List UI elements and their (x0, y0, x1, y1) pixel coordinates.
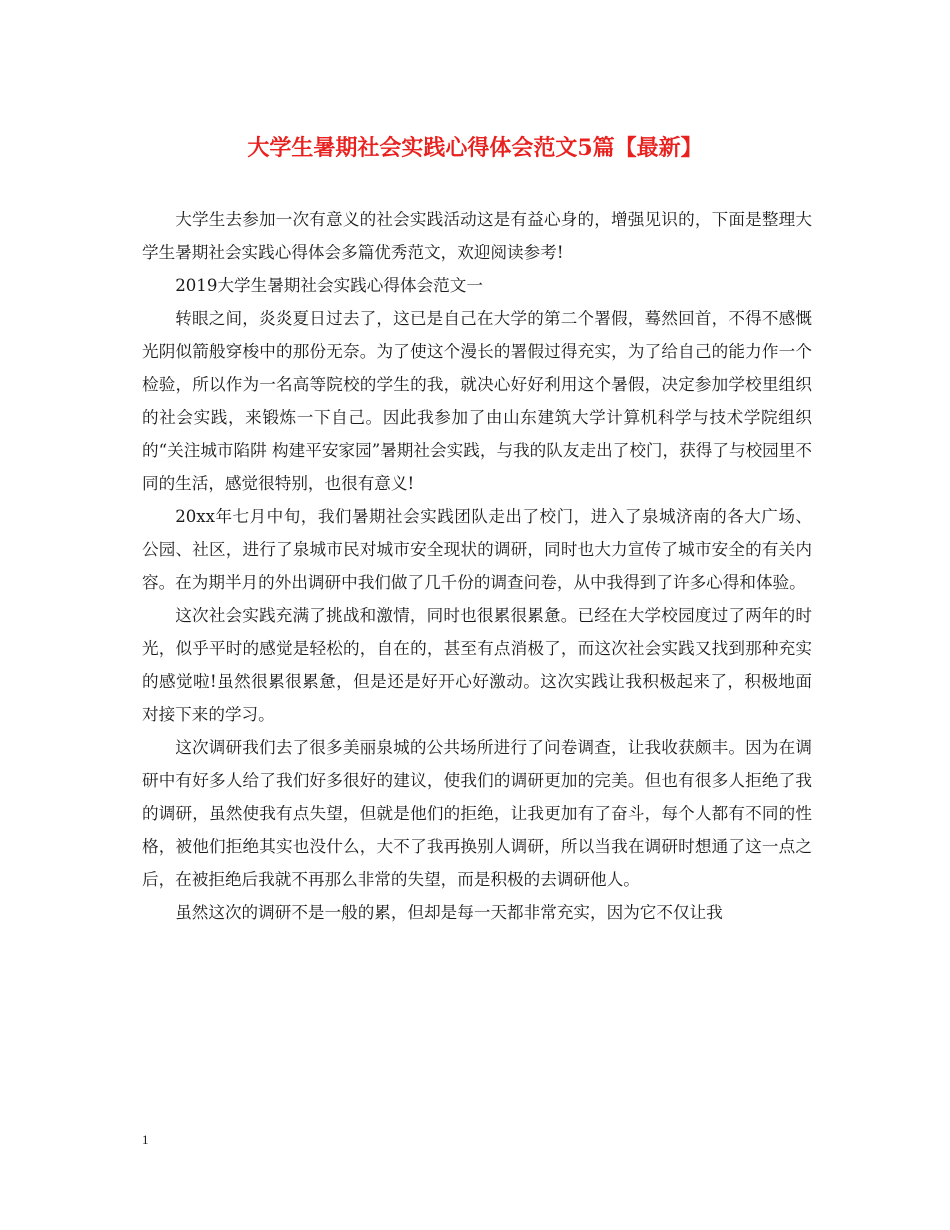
paragraph: 这次调研我们去了很多美丽泉城的公共场所进行了问卷调查，让我收获颇丰。因为在调研中有好多人给了我们好多很好的建议，使我们的调研更加的完美。但也有很多人拒绝了我的调研，虽然使我有点失望，但就是他们的拒绝，让我更加有了奋斗，每个人都有不同的性格，被他们拒绝其实也没什么，大不了我再换别人调研，所以当我在调研时想通了这一点之后，在被拒绝后我就不再那么非常的失望，而是积极的去调研他人。 (142, 738, 812, 889)
paragraph: 20xx年七月中旬，我们暑期社会实践团队走出了校门，进入了泉城济南的各大广场、公园、社区，进行了泉城市民对城市安全现状的调研，同时也大力宣传了城市安全的有关内容。在为期半月的外出调研中我们做了几千份的调查问卷，从中我得到了许多心得和体验。 (142, 507, 812, 592)
paragraph: 转眼之间，炎炎夏日过去了，这已是自己在大学的第二个署假，蓦然回首，不得不感慨光阴似箭般穿梭中的那份无奈。为了使这个漫长的署假过得充实，为了给自己的能力作一个检验，所以作为一名高等院校的学生的我，就决心好好利用这个暑假，决定参加学校里组织的社会实践，来锻炼一下自己。因此我参加了由山东建筑大学计算机科学与技术学院组织的“关注城市陷阱 构建平安家园”暑期社会实践，与我的队友走出了校门，获得了与校园里不同的生活，感觉很特别，也很有意义! (142, 309, 812, 493)
document-title: 大学生暑期社会实践心得体会范文5篇【最新】 (247, 135, 703, 161)
paragraph-intro: 大学生去参加一次有意义的社会实践活动这是有益心身的，增强见识的，下面是整理大学生暑期社会实践心得体会多篇优秀范文，欢迎阅读参考! (142, 210, 812, 262)
document-body (142, 203, 812, 929)
paragraph: 虽然这次的调研不是一般的累，但却是每一天都非常充实，因为它不仅让我 (175, 903, 723, 922)
section-heading: 2019大学生暑期社会实践心得体会范文一 (175, 276, 483, 295)
page-number: 1 (142, 1132, 149, 1147)
paragraph: 这次社会实践充满了挑战和激情，同时也很累很累惫。已经在大学校园度过了两年的时光，似乎平时的感觉是轻松的，自在的，甚至有点消极了，而这次社会实践又找到那种充实的感觉啦!虽然很累很累惫，但是还是好开心好激动。这次实践让我积极起来了，积极地面对接下来的学习。 (142, 606, 812, 724)
